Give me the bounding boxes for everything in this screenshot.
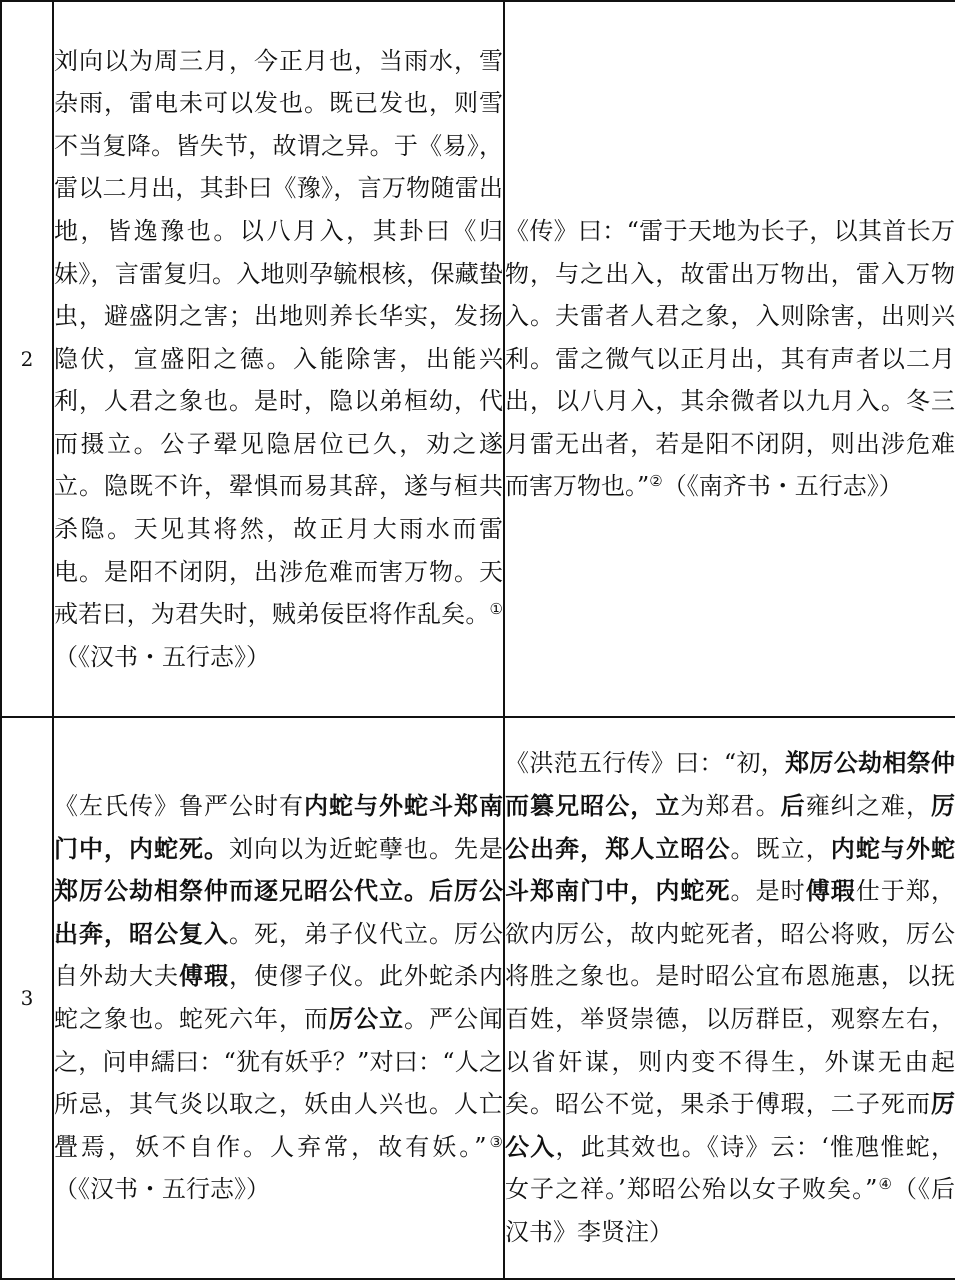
bold-text-segment: 傅瑕	[179, 961, 229, 991]
row-number: 3	[1, 717, 53, 1279]
text-segment: （《南齐书・五行志》）	[662, 472, 903, 501]
text-segment: 雍纠之难，	[805, 792, 932, 821]
bold-text-segment: 厉公入	[505, 1089, 955, 1161]
text-segment: 。既立，	[730, 834, 831, 863]
row-number: 2	[1, 1, 53, 717]
text-segment: （《后汉书》李贤注）	[505, 1175, 955, 1246]
footnote-marker: ④	[877, 1175, 893, 1194]
bold-text-segment: 内蛇与外蛇斗郑南门中，内蛇死	[505, 833, 955, 906]
right-passage-text	[504, 717, 955, 1279]
bold-text-segment: 傅瑕	[805, 876, 856, 906]
bold-text-segment: 郑厉公劫相祭仲而逐兄昭公代立。后厉公出奔，昭公复入	[54, 876, 503, 948]
footnote-marker: ②	[649, 472, 663, 491]
text-segment: 刘向以为周三月，今正月也，当雨水，雪杂雨，雷电未可以发也。既已发也，则雪不当复降。皆失节，故谓之异。于《易》，雷以二月出，其卦曰《豫》，言万物随雷出地，皆逸豫也。以八月入，其卦曰《归妹》，言雷复归。入地则孕毓根核，保藏蛰虫，避盛阴之害；出地则养长华实，发扬隐伏，宣盛阳之德。入能除害，出能兴利，人君之象也。是时，隐以弟桓幼，代而摄立。公子翚见隐居位已久，劝之遂立。隐既不许，翚惧而易其辞，遂与桓共杀隐。天见其将然，故正月大雨水而雷电。是阳不闭阴，出涉危难而害万物。天戒若曰，为君失时，贼弟佞臣将作乱矣。	[54, 46, 503, 629]
text-segment: （《汉书・五行志》）	[54, 642, 270, 671]
text-segment: 。是时	[730, 877, 806, 906]
footnote-marker: ③	[486, 1132, 503, 1151]
left-passage-text	[53, 717, 504, 1279]
table-row	[1, 717, 955, 1279]
bold-text-segment: 内蛇与外蛇斗郑南门中，内蛇死。	[54, 791, 503, 863]
text-segment: 仕于郑，欲内厉公，故内蛇死者，昭公将败，厉公将胜之象也。是时昭公宜布恩施惠，以抚百姓，举贤崇德，以厉群臣，观察左右，以省奸谋，则内变不得生，外谋无由起矣。昭公不觉，果杀于傅瑕，二子死而	[505, 877, 955, 1119]
text-segment: ，使僇子仪。此外蛇杀内蛇之象也。蛇死六年，而	[54, 962, 503, 1033]
text-segment: 《洪范五行传》曰：“初，	[505, 749, 786, 778]
text-segment: 《左氏传》鲁严公时有	[54, 792, 304, 821]
text-segment: 为郑君。	[680, 792, 781, 821]
text-segment: ，此其效也。《诗》云：‘惟虺惟蛇，女子之祥。’郑昭公殆以女子败矣。”	[505, 1132, 955, 1204]
text-segment: 《传》曰：“雷于天地为长子，以其首长万物，与之出入，故雷出万物出，雷入万物入。夫雷者人君之象，入则除害，出则兴利。雷之微气以正月出，其有声者以二月出，以八月入，其余微者以九月入。冬三月雷无出者，若是阳不闭阴，则出涉危难而害万物也。”	[505, 216, 955, 501]
bold-text-segment: 后	[780, 791, 806, 821]
right-passage-text	[504, 1, 955, 717]
text-segment: 。严公闻之，问申繻曰：“犹有妖乎？”对曰：“人之所忌，其气炎以取之，妖由人兴也。人亡舋焉，妖不自作。人弃常，故有妖。”	[54, 1005, 503, 1161]
footnote-marker: ①	[489, 600, 503, 619]
text-segment: （《汉书・五行志》）	[54, 1175, 270, 1204]
bold-text-segment: 郑厉公劫相祭仲而篡兄昭公，立	[505, 748, 955, 821]
table-row	[1, 1, 955, 717]
left-passage-text	[53, 1, 504, 717]
text-segment: 。死，弟子仪代立。厉公自外劫大夫	[54, 919, 503, 991]
text-segment: 刘向以为近蛇孽也。先是	[229, 834, 503, 863]
bold-text-segment: 厉公立	[329, 1004, 404, 1033]
bold-text-segment: 厉公出奔，郑人立昭公	[505, 791, 955, 863]
